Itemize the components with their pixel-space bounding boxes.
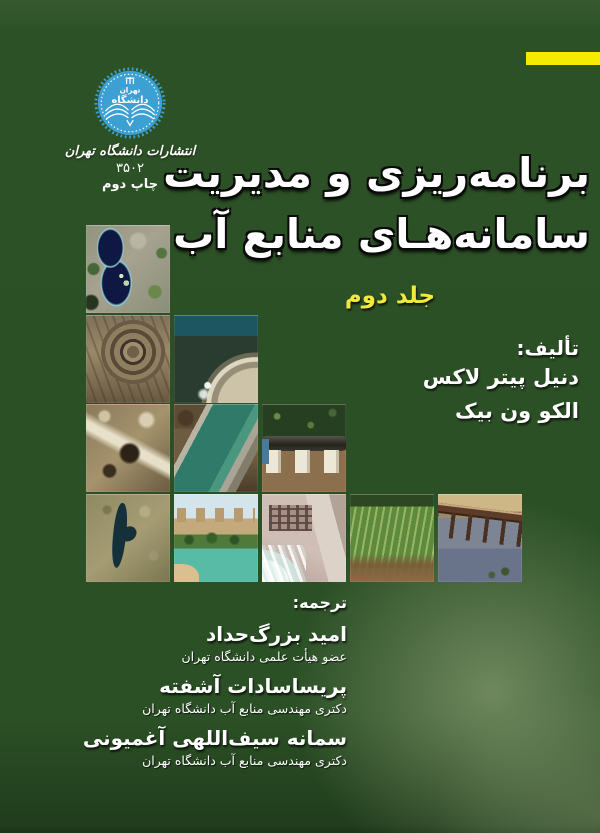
photo-river-bridge bbox=[438, 494, 522, 582]
authors-label: تألیف: bbox=[516, 336, 579, 360]
translator-affiliation: دکتری مهندسی منابع آب دانشگاه تهران bbox=[142, 753, 347, 768]
photo-palm-resort-waterway bbox=[174, 494, 258, 582]
photo-hydropower-outflow bbox=[262, 494, 346, 582]
edition-label: چاپ دوم bbox=[101, 177, 159, 192]
translator-affiliation: دکتری مهندسی منابع آب دانشگاه تهران bbox=[142, 701, 347, 716]
photo-irrigation-canal bbox=[174, 404, 258, 492]
svg-text:تهران: تهران bbox=[119, 85, 141, 95]
author-name: دنیل پیتر لاکس bbox=[422, 365, 579, 389]
university-of-tehran-logo-icon bbox=[93, 66, 167, 140]
translator-affiliation: عضو هیأت علمی دانشگاه تهران bbox=[181, 649, 347, 664]
translators-block bbox=[83, 593, 347, 768]
top-yellow-bar bbox=[526, 52, 600, 65]
publisher-book-number: ۳۵۰۲ bbox=[116, 161, 144, 176]
photo-turbine-construction bbox=[86, 315, 170, 403]
photo-arch-dam-spillway bbox=[174, 315, 258, 403]
title-block bbox=[163, 143, 590, 309]
title-line-1: برنامه‌ریزی و مدیریت bbox=[163, 149, 590, 197]
photo-satellite-reservoir bbox=[86, 494, 170, 582]
translators-label: ترجمه: bbox=[292, 593, 347, 612]
volume-label: جلد دوم bbox=[344, 283, 436, 309]
title-line-2: سامانه‌هـای منابع آب bbox=[173, 210, 590, 258]
translator-name: امید بزرگ‌حداد bbox=[206, 622, 347, 646]
svg-text:دانشگاه: دانشگاه bbox=[111, 95, 149, 106]
author-name: الکو ون بیک bbox=[454, 399, 579, 423]
photo-dam-site-aerial bbox=[86, 404, 170, 492]
translator-name: پریساسادات آشفته bbox=[159, 674, 347, 698]
photo-satellite-lake-urmia bbox=[86, 225, 170, 313]
photo-water-pipeline bbox=[262, 404, 346, 492]
publisher-name: انتشارات دانشگاه تهران bbox=[64, 144, 196, 159]
authors-block bbox=[423, 336, 579, 428]
photo-corn-field bbox=[350, 494, 434, 582]
translator-name: سمانه سیف‌اللهی آغمیونی bbox=[82, 726, 347, 750]
